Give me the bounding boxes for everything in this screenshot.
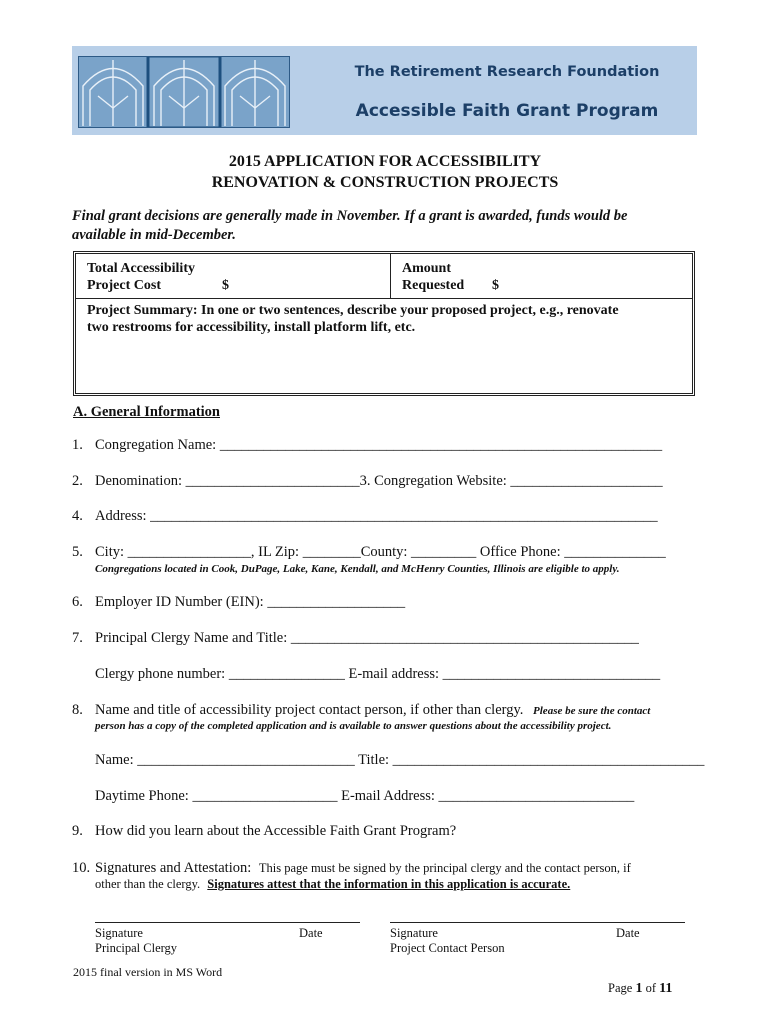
summary-line2: two restrooms for accessibility, install platform lift, etc. — [87, 320, 416, 335]
item-number: 4. — [72, 508, 83, 524]
total-cost-dollar: $ — [222, 278, 229, 293]
project-cost-text: Project Cost — [87, 278, 161, 293]
version-note: 2015 final version in MS Word — [73, 965, 223, 979]
contact-person-prompt — [95, 702, 650, 719]
total-cost-label-line1: Total Accessibility — [87, 261, 195, 276]
ein-field[interactable]: Employer ID Number (EIN): ___________________ — [95, 594, 406, 610]
attestation-continued — [95, 877, 570, 892]
amount-requested-label — [402, 260, 499, 294]
requested-text: Requested — [402, 278, 465, 293]
item-number: 6. — [72, 594, 83, 610]
contact-name-title-field[interactable]: Name: ______________________________ Title: ___________________________________________ — [95, 752, 705, 768]
item-number: 2. — [72, 473, 83, 489]
stained-glass-logo-icon — [78, 56, 290, 128]
attestation-text-2: other than the clergy. — [95, 877, 201, 891]
summary-line1: Project Summary: In one or two sentences, describe your proposed project, e.g., renovate — [87, 303, 619, 318]
intro-line2: available in mid-December. — [72, 227, 236, 243]
item-number: 1. — [72, 437, 83, 453]
project-summary-prompt — [87, 302, 687, 336]
program-name: Accessible Faith Grant Program — [355, 101, 659, 121]
item-number: 7. — [72, 630, 83, 646]
page-title-line1: 2015 APPLICATION FOR ACCESSIBILITY — [228, 153, 542, 170]
signature-label: Signature — [390, 926, 438, 940]
page-word: Page — [608, 981, 633, 995]
attestation-prompt — [95, 860, 631, 877]
page-indicator — [608, 981, 672, 997]
foundation-name: The Retirement Research Foundation — [354, 64, 660, 80]
address-field[interactable]: Address: ______________________________________________________________________ — [95, 508, 658, 524]
signature-label: Signature — [95, 926, 143, 940]
contact-signature-line[interactable] — [390, 922, 685, 923]
denomination-website-field[interactable]: Denomination: ________________________3. Congregation Website: _____________________ — [95, 473, 663, 489]
amount-label-line2 — [402, 277, 499, 294]
amount-dollar: $ — [492, 278, 499, 293]
eligibility-note: Congregations located in Cook, DuPage, Lake, Kane, Kendall, and McHenry Counties, Illinois are eligible to apply. — [95, 563, 620, 575]
date-label: Date — [616, 926, 640, 940]
page-total: 11 — [659, 981, 673, 996]
attestation-statement: Signatures attest that the information in this application is accurate. — [207, 877, 571, 891]
principal-clergy-field[interactable]: Principal Clergy Name and Title: ________________________________________________ — [95, 630, 639, 646]
city-zip-county-phone-field[interactable]: City: _________________, IL Zip: ________County: _________ Office Phone: ______________ — [95, 544, 666, 560]
contact-phone-email-field[interactable]: Daytime Phone: ____________________ E-mail Address: ___________________________ — [95, 788, 635, 804]
section-heading: A. General Information — [73, 404, 220, 420]
total-cost-label-line2 — [87, 277, 229, 294]
intro-line1: Final grant decisions are generally made in November. If a grant is awarded, funds would be — [72, 208, 628, 224]
item-number: 9. — [72, 823, 83, 839]
item-number: 10. — [72, 860, 91, 876]
contact-person-note: Please be sure the contact — [533, 705, 651, 717]
contact-person-note-continued: person has a copy of the completed application and is available to answer questions about the accessibility project. — [95, 720, 612, 732]
amount-label-line1: Amount — [402, 261, 452, 276]
project-contact-label: Project Contact Person — [390, 941, 505, 955]
principal-clergy-label: Principal Clergy — [95, 941, 178, 955]
clergy-phone-email-field[interactable]: Clergy phone number: ________________ E-mail address: ______________________________ — [95, 666, 661, 682]
item-number: 5. — [72, 544, 83, 560]
project-cost-box — [73, 251, 695, 396]
divider — [390, 254, 391, 298]
intro-note — [72, 207, 672, 245]
attestation-heading: Signatures and Attestation: — [95, 860, 252, 876]
of-word: of — [645, 981, 656, 995]
date-label: Date — [299, 926, 323, 940]
total-cost-label — [87, 260, 229, 294]
attestation-text: This page must be signed by the principal clergy and the contact person, if — [258, 861, 631, 875]
item-number: 8. — [72, 702, 83, 718]
header-banner — [72, 46, 697, 135]
congregation-name-field[interactable]: Congregation Name: _____________________________________________________________ — [95, 437, 663, 453]
contact-person-text: Name and title of accessibility project contact person, if other than clergy. — [95, 702, 524, 718]
page-title-line2: RENOVATION & CONSTRUCTION PROJECTS — [211, 174, 559, 191]
referral-question: How did you learn about the Accessible Faith Grant Program? — [95, 823, 457, 839]
clergy-signature-line[interactable] — [95, 922, 360, 923]
page-number: 1 — [635, 981, 643, 996]
divider — [76, 298, 692, 299]
